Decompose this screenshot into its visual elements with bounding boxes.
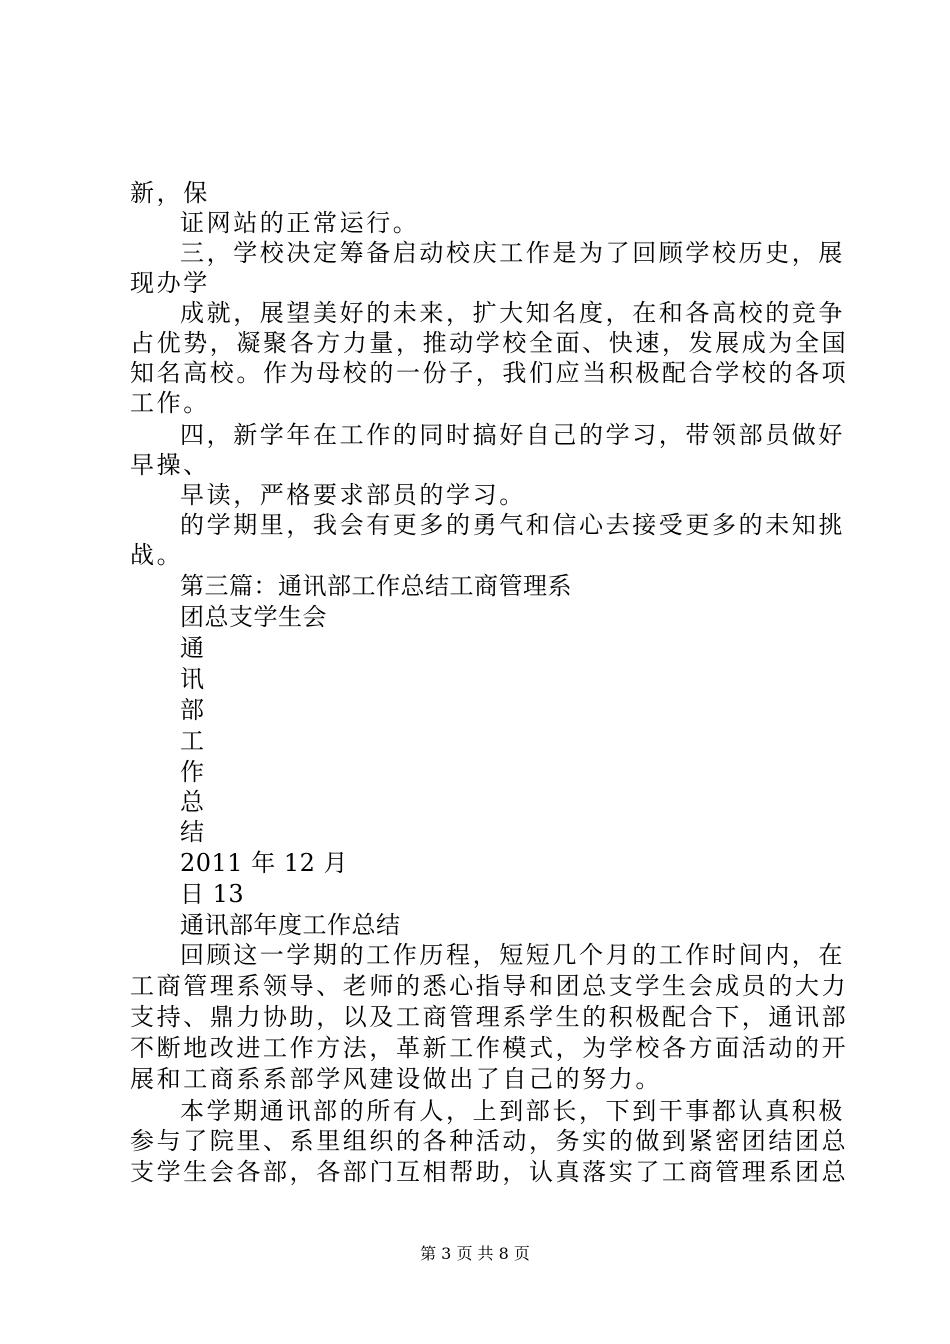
text-line: 新，保 bbox=[130, 179, 210, 207]
text-line: 讯 bbox=[180, 665, 205, 693]
section-title: 第三篇：通讯部工作总结工商管理系 bbox=[180, 572, 572, 600]
text-line: 战。 bbox=[130, 541, 184, 569]
text-line: 回顾这一学期的工作历程，短短几个月的工作时间内，在 bbox=[180, 941, 845, 969]
text-line: 工商管理系领导、老师的悉心指导和团总支学生会成员的大力 bbox=[130, 972, 849, 1000]
text-line: 参与了院里、系里组织的各种活动，务实的做到紧密团结团总 bbox=[130, 1127, 849, 1155]
text-line: 知名高校。作为母校的一份子，我们应当积极配合学校的各项 bbox=[130, 359, 849, 387]
text-line: 工作。 bbox=[130, 389, 210, 417]
text-line: 现办学 bbox=[130, 269, 210, 297]
text-line: 早读，严格要求部员的学习。 bbox=[180, 481, 526, 509]
text-line: 工 bbox=[180, 727, 205, 755]
text-line: 展和工商系系部学风建设做出了自己的努力。 bbox=[130, 1065, 662, 1093]
date-line: 日 13 bbox=[180, 880, 245, 908]
text-line: 四，新学年在工作的同时搞好自己的学习，带领部员做好 bbox=[180, 421, 845, 449]
text-line: 三，学校决定筹备启动校庆工作是为了回顾学校历史，展 bbox=[180, 239, 845, 267]
subtitle: 通讯部年度工作总结 bbox=[180, 911, 401, 939]
text-line: 早操、 bbox=[130, 451, 210, 479]
text-line: 成就，展望美好的未来，扩大知名度，在和各高校的竞争 bbox=[180, 299, 845, 327]
text-line: 本学期通讯部的所有人，上到部长，下到干事都认真积极 bbox=[180, 1097, 845, 1125]
text-line: 结 bbox=[180, 818, 205, 846]
page-number-footer: 第 3 页 共 8 页 bbox=[420, 1244, 530, 1263]
text-line: 总 bbox=[180, 788, 205, 816]
date-line: 2011 年 12 月 bbox=[180, 849, 349, 877]
text-line: 部 bbox=[180, 696, 205, 724]
text-line: 不断地改进工作方法，革新工作模式，为学校各方面活动的开 bbox=[130, 1034, 849, 1062]
text-line: 作 bbox=[180, 758, 205, 786]
text-line: 支持、鼎力协助，以及工商管理系学生的积极配合下，通讯部 bbox=[130, 1003, 849, 1031]
text-line: 团总支学生会 bbox=[180, 603, 327, 631]
text-line: 的学期里，我会有更多的勇气和信心去接受更多的未知挑 bbox=[180, 511, 845, 539]
text-line: 通 bbox=[180, 634, 205, 662]
text-line: 占优势，凝聚各方力量，推动学校全面、快速，发展成为全国 bbox=[130, 329, 849, 357]
text-line: 证网站的正常运行。 bbox=[180, 209, 420, 237]
text-line: 支学生会各部，各部门互相帮助，认真落实了工商管理系团总 bbox=[130, 1158, 849, 1186]
